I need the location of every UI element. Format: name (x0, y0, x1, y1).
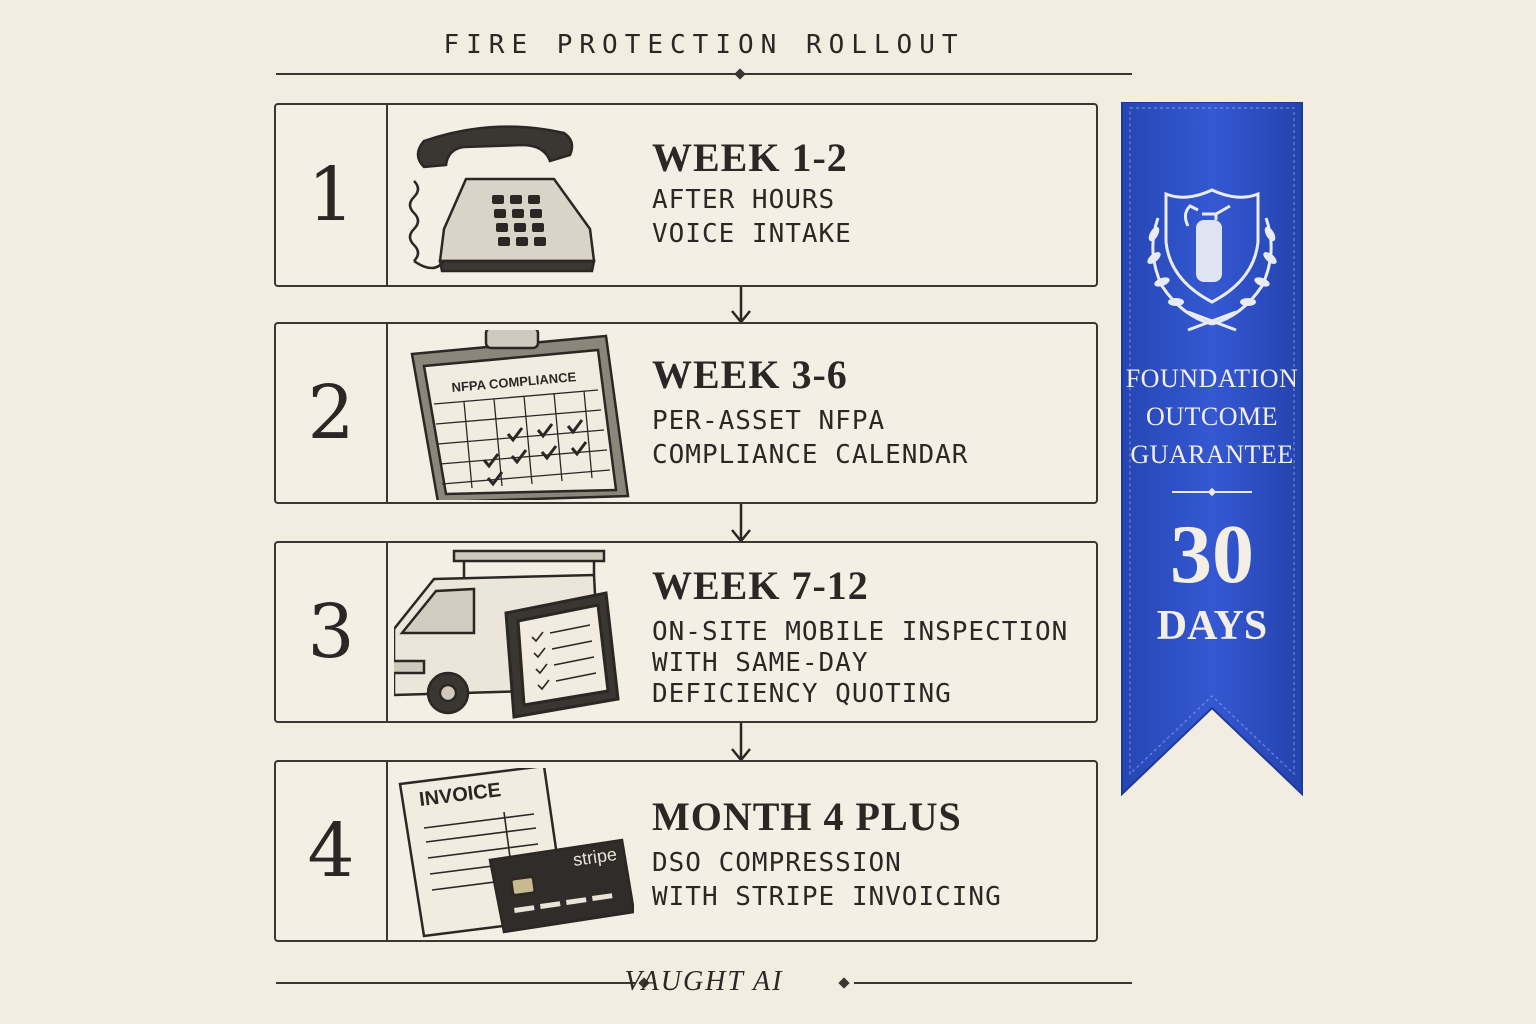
top-rule (276, 73, 1132, 75)
ribbon-label: FOUNDATION OUTCOME GUARANTEE (1125, 364, 1299, 469)
step-number: 3 (307, 589, 355, 675)
card-brand-label: stripe (571, 844, 619, 870)
page-title: FIRE PROTECTION ROLLOUT (443, 30, 965, 60)
step-3 (274, 541, 1098, 723)
clipboard-calendar-icon (394, 330, 634, 500)
clipboard-label: NFPA COMPLIANCE (450, 369, 577, 395)
top-rule-ornament (734, 68, 745, 79)
step-4 (274, 760, 1098, 942)
arrow-down-icon (729, 723, 753, 763)
step-heading: MONTH 4 PLUS (652, 794, 962, 839)
step-number: 2 (307, 370, 355, 456)
telephone-icon (394, 111, 634, 283)
step-1 (274, 103, 1098, 287)
invoice-card-icon (394, 768, 634, 938)
ribbon-number: 30 (1170, 508, 1254, 601)
step-number: 1 (307, 152, 355, 238)
step-divider (386, 324, 388, 502)
step-divider (386, 105, 388, 285)
brand-footer: VAUGHT AI (624, 966, 784, 997)
arrow-down-icon (729, 504, 753, 544)
ribbon-unit: DAYS (1156, 603, 1268, 649)
step-number: 4 (307, 808, 355, 894)
invoice-label: INVOICE (417, 779, 503, 811)
arrow-down-icon (729, 287, 753, 325)
step-heading: WEEK 7-12 (652, 563, 869, 608)
step-description: PER-ASSET NFPA COMPLIANCE CALENDAR (652, 406, 969, 470)
step-description: ON-SITE MOBILE INSPECTION WITH SAME-DAY DEFICIENCY QUOTING (652, 617, 1069, 709)
step-description: AFTER HOURS VOICE INTAKE (652, 185, 852, 249)
step-2 (274, 322, 1098, 504)
step-heading: WEEK 3-6 (652, 352, 848, 397)
step-divider (386, 762, 388, 940)
step-divider (386, 543, 388, 721)
van-tablet-icon (394, 549, 634, 719)
step-heading: WEEK 1-2 (652, 135, 848, 180)
step-description: DSO COMPRESSION WITH STRIPE INVOICING (652, 848, 1002, 912)
